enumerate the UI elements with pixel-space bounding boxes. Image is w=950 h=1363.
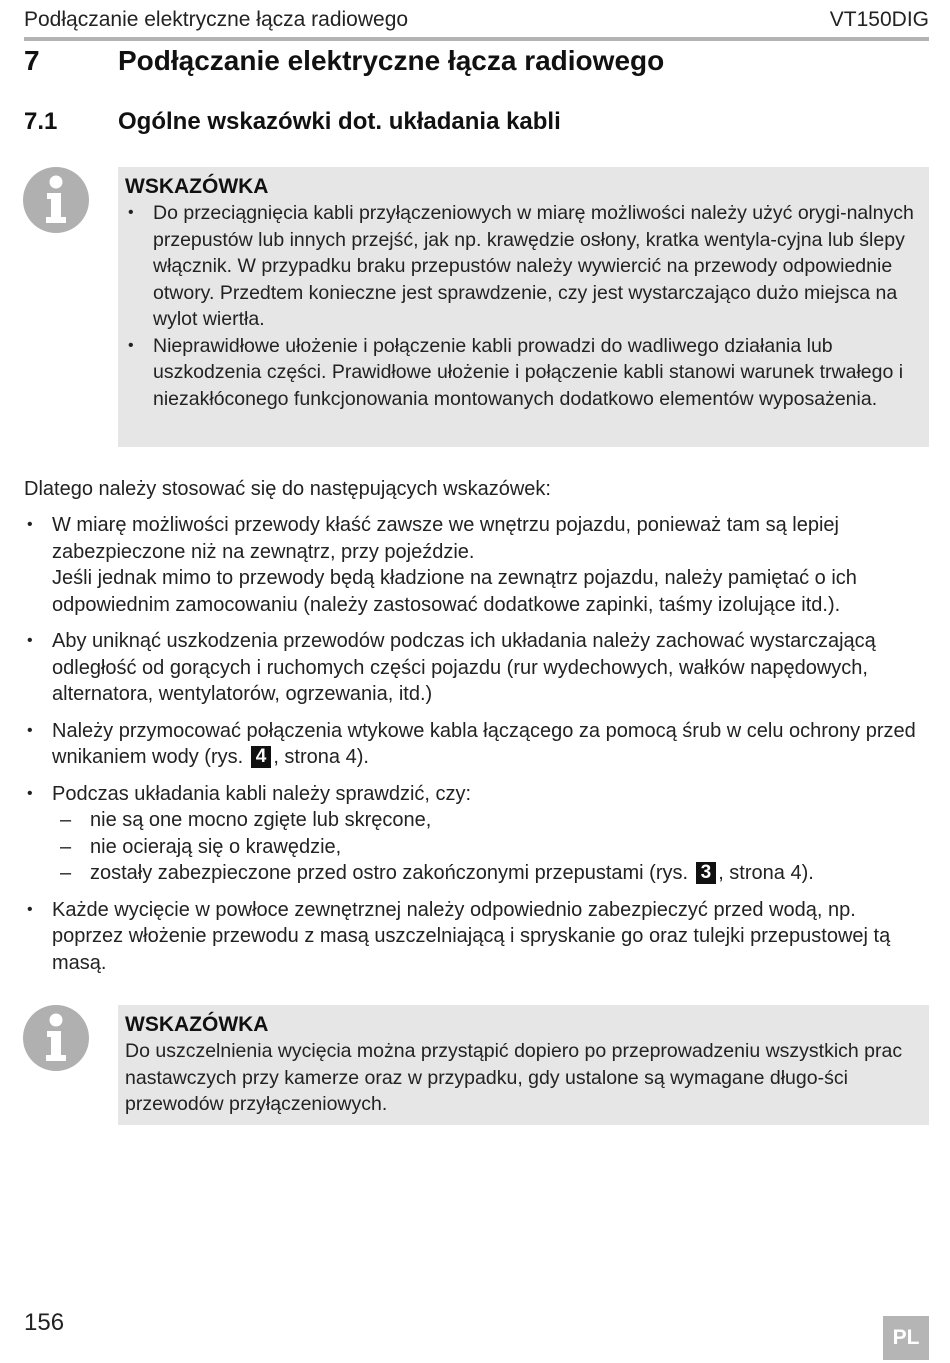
- list-item: • Podczas układania kabli należy sprawdzić, czy: – nie są one mocno zgięte lub skręcone, – nie ocierają się o krawędzie, – zostały zabezpieczone przed ostro zakończonymi przepustami (rys. 3 , strona 4).: [24, 781, 929, 887]
- note-box-2: [118, 1005, 929, 1125]
- subsection-heading: [24, 106, 929, 138]
- note-text: Do uszczelnienia wycięcia można przystąpić dopiero po przeprowadzeniu wszystkich prac nastawczych przy kamerze oraz w przypadku, gdy ustalone są wymagane długo-ści przewodów przyłączeniowych.: [125, 1040, 903, 1115]
- note-item: • Do przeciągnięcia kabli przyłączeniowych w miarę możliwości należy użyć orygi-nalnych przepustów lub innych przejść, jak np. krawędzie osłony, kratka wentyla-cyjna lub ślepy włącznik. W przypadku braku przepustów należy wywiercić na przewody odpowiednie otwory. Przedtem konieczne jest sprawdzenie, czy jest wystarczająco dużo miejsca na wylot wiertła.: [128, 202, 914, 330]
- header-model: VT150DIG: [829, 8, 929, 31]
- list-item-text: W miarę możliwości przewody kłaść zawsze we wnętrzu pojazdu, ponieważ tam są lepiej zabezpieczone niż na zewnątrz, przy pojeździe.: [52, 514, 839, 563]
- section-heading: [24, 43, 929, 79]
- page-number: 156: [24, 1309, 65, 1336]
- list-item: • Aby uniknąć uszkodzenia przewodów podczas ich układania należy zachować wystarczającą odległość od gorących i ruchomych części pojazdu (rur wydechowych, wałków napędowych, alternatora, wentylatorów, ogrzewania, itd.): [24, 628, 929, 708]
- list-item: • W miarę możliwości przewody kłaść zawsze we wnętrzu pojazdu, ponieważ tam są lepiej zabezpieczone niż na zewnątrz, przy pojeździe. Jeśli jednak mimo to przewody będą kładzione na zewnątrz pojazdu, należy pamiętać o ich odpowiednim zamocowaniu (należy zastosować dodatkowe zapinki, taśmy izolujące itd.).: [24, 512, 929, 618]
- subsection-title: Ogólne wskazówki dot. układania kabli: [118, 108, 561, 135]
- section-title: Podłączanie elektryczne łącza radiowego: [118, 45, 665, 76]
- list-item-text: Aby uniknąć uszkodzenia przewodów podczas ich układania należy zachować wystarczającą odległość od gorących i ruchomych części pojazdu (rur wydechowych, wałków napędowych, alternatora, wentylatorów, ogrzewania, itd.): [52, 630, 876, 705]
- sub-list-item: – zostały zabezpieczone przed ostro zakończonymi przepustami (rys. 3 , strona 4).: [60, 862, 814, 884]
- list-item-text: Każde wycięcie w powłoce zewnętrznej należy odpowiednio zabezpieczyć przed wodą, np. poprzez włożenie przewodu z masą uszczelniającą i spryskanie go oraz tulejki przepustowej tą masą.: [52, 898, 891, 974]
- subsection-number: 7.1: [24, 108, 58, 135]
- note-item: • Nieprawidłowe ułożenie i połączenie kabli prowadzi do wadliwego działania lub uszkodzenia części. Prawidłowe ułożenie i połączenie kabli stanowi warunek trwałego i niezakłóconego funkcjonowania montowanych dodatkowo elementów wyposażenia.: [128, 334, 904, 410]
- sub-list-item: – nie ocierają się o krawędzie,: [60, 835, 342, 858]
- sub-list-item: – nie są one mocno zgięte lub skręcone,: [60, 809, 432, 831]
- info-icon: [23, 1005, 89, 1071]
- list-item-text: Jeśli jednak mimo to przewody będą kładzione na zewnątrz pojazdu, należy pamiętać o ich odpowiednim zamocowaniu (należy zastosować dodatkowe zapinki, taśmy izolujące itd.).: [52, 567, 857, 616]
- list-item-text: Podczas układania kabli należy sprawdzić, czy:: [52, 782, 472, 805]
- header-chapter-title: Podłączanie elektryczne łącza radiowego: [24, 8, 409, 31]
- instruction-list: [24, 512, 929, 986]
- header-rule: [24, 37, 929, 41]
- section-number: 7: [24, 45, 40, 76]
- list-item: • Każde wycięcie w powłoce zewnętrznej należy odpowiednio zabezpieczyć przed wodą, np. poprzez włożenie przewodu z masą uszczelniającą i spryskanie go oraz tulejki przepustowej tą masą.: [24, 897, 929, 977]
- note-title: WSKAZÓWKA: [125, 1013, 269, 1036]
- sub-list: [52, 807, 929, 887]
- intro-paragraph: Dlatego należy stosować się do następujących wskazówek:: [24, 478, 551, 500]
- note-item-text: Do przeciągnięcia kabli przyłączeniowych w miarę możliwości należy użyć orygi-nalnych przepustów lub innych przejść, jak np. krawędzie osłony, kratka wentyla-cyjna lub ślepy włącznik. W przypadku braku przepustów należy wywiercić na przewody odpowiednie otwory. Przedtem konieczne jest sprawdzenie, czy jest wystarczająco dużo miejsca na wylot wiertła.: [153, 202, 914, 330]
- note-title: WSKAZÓWKA: [125, 175, 269, 198]
- note-item-text: Nieprawidłowe ułożenie i połączenie kabli prowadzi do wadliwego działania lub uszkodzenia części. Prawidłowe ułożenie i połączenie kabli stanowi warunek trwałego i niezakłóconego funkcjonowania montowanych dodatkowo elementów wyposażenia.: [153, 334, 904, 410]
- running-header: [24, 6, 929, 34]
- figure-reference: 3: [696, 862, 717, 884]
- info-icon: [23, 167, 89, 233]
- note-list: [125, 200, 919, 412]
- figure-reference: 4: [251, 746, 272, 768]
- list-item: • Należy przymocować połączenia wtykowe kabla łączącego za pomocą śrub w celu ochrony przed wnikaniem wody (rys. 4 , strona 4).: [24, 718, 929, 771]
- note-box-1: [118, 167, 929, 447]
- list-item-text: Należy przymocować połączenia wtykowe kabla łączącego za pomocą śrub w celu ochrony przed wnikaniem wody (rys. 4 , strona 4).: [52, 719, 916, 768]
- language-tab: PL: [883, 1316, 929, 1360]
